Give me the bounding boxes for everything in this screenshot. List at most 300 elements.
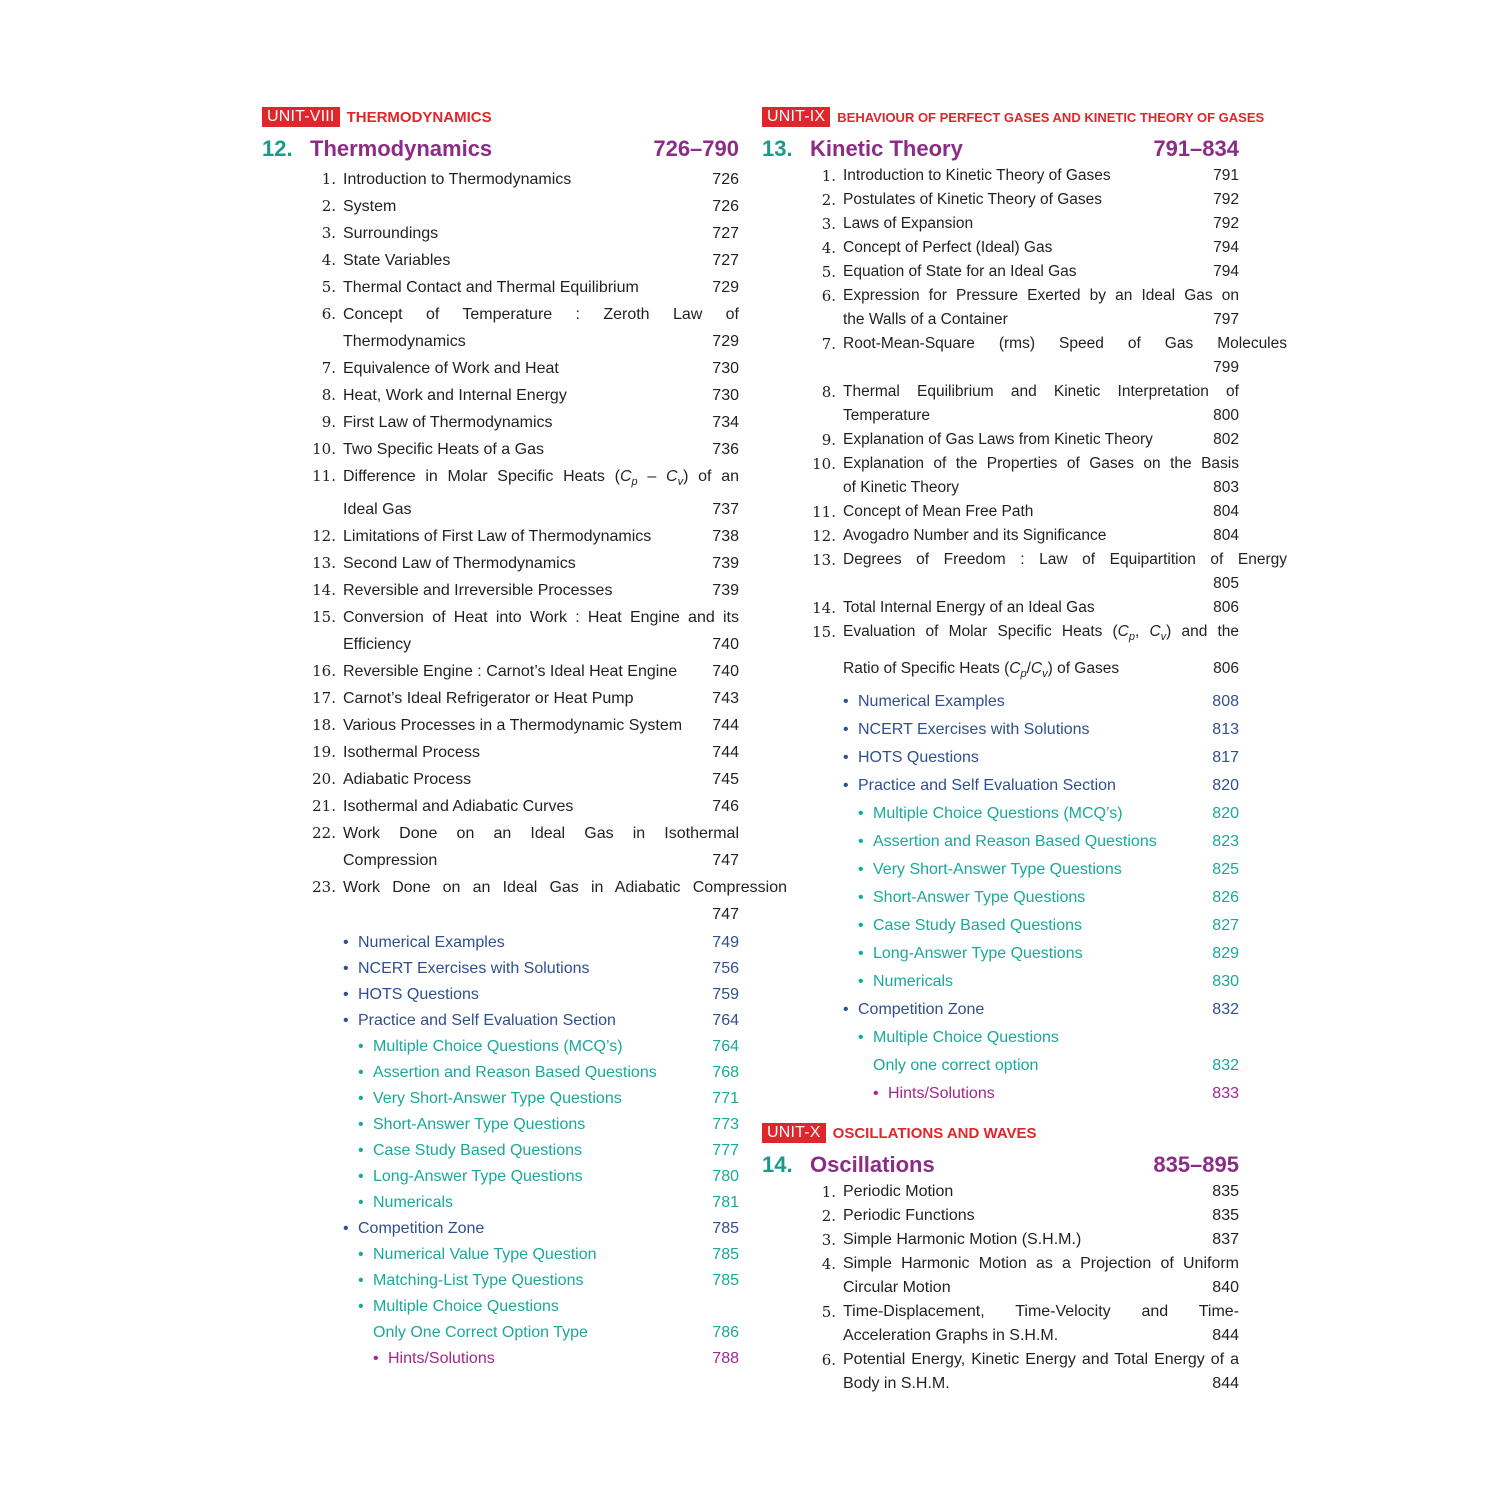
toc-line bbox=[843, 1228, 1239, 1252]
extra-page: 832 bbox=[1212, 1001, 1239, 1019]
toc-page: 730 bbox=[712, 387, 739, 404]
toc-text bbox=[343, 496, 691, 523]
toc-text: Periodic Motion bbox=[843, 1183, 954, 1201]
extra-item[interactable] bbox=[762, 968, 1239, 996]
toc-page: 792 bbox=[1213, 191, 1239, 208]
toc-page: 835 bbox=[1212, 1183, 1239, 1201]
toc-number: 18. bbox=[312, 716, 336, 735]
toc-entry bbox=[343, 658, 739, 685]
toc-item[interactable] bbox=[762, 452, 1239, 500]
extra-page: 817 bbox=[1212, 749, 1239, 767]
bullet-icon: • bbox=[858, 945, 864, 963]
toc-entry bbox=[343, 739, 739, 766]
extra-page: 764 bbox=[712, 1012, 739, 1030]
toc-entry bbox=[843, 1180, 1239, 1204]
bullet-icon: • bbox=[858, 889, 864, 907]
toc-page: 794 bbox=[1213, 239, 1239, 256]
unit-header bbox=[762, 1122, 1239, 1144]
toc-entry bbox=[843, 500, 1239, 524]
toc-text-part: ) and the bbox=[1166, 623, 1239, 640]
bullet-icon: • bbox=[343, 1220, 349, 1238]
extra-item[interactable] bbox=[262, 1008, 739, 1034]
chapter-number: 14. bbox=[762, 1152, 793, 1178]
toc-text: State Variables bbox=[343, 252, 451, 269]
toc-entry bbox=[843, 332, 1287, 380]
toc-text bbox=[843, 572, 1191, 596]
toc-page: 746 bbox=[712, 798, 739, 816]
toc-line bbox=[343, 436, 739, 463]
symbol-cp: C bbox=[1009, 660, 1021, 678]
toc-item[interactable] bbox=[762, 1348, 1239, 1396]
toc-line bbox=[843, 1324, 1239, 1348]
extra-page: 808 bbox=[1212, 693, 1239, 711]
toc-item[interactable] bbox=[762, 260, 1239, 284]
extra-item[interactable] bbox=[762, 772, 1239, 800]
toc-text: Introduction to Thermodynamics bbox=[343, 171, 572, 188]
toc-item[interactable] bbox=[762, 596, 1239, 620]
toc-page: 837 bbox=[1212, 1231, 1239, 1249]
toc-text: the Walls of a Container bbox=[843, 311, 1008, 328]
toc-line bbox=[843, 308, 1239, 332]
extra-item[interactable] bbox=[262, 1060, 739, 1086]
extra-page: 820 bbox=[1212, 777, 1239, 795]
toc-item[interactable] bbox=[262, 193, 739, 220]
toc-line bbox=[343, 247, 739, 274]
extra-item[interactable] bbox=[262, 1294, 739, 1346]
toc-number: 6. bbox=[821, 287, 836, 305]
toc-text-part: Evaluation of Molar Specific Heats ( bbox=[843, 623, 1118, 640]
extra-text: Hints/Solutions bbox=[388, 1350, 495, 1368]
chapter-pages: 835–895 bbox=[1153, 1152, 1239, 1178]
extra-page: 788 bbox=[712, 1350, 739, 1368]
toc-text: Thermodynamics bbox=[343, 333, 466, 350]
toc-item[interactable] bbox=[262, 382, 739, 409]
toc-item[interactable] bbox=[262, 685, 739, 712]
toc-entry bbox=[343, 193, 739, 220]
toc-entry bbox=[843, 1252, 1239, 1300]
extra-item[interactable] bbox=[762, 1080, 1239, 1108]
toc-item[interactable] bbox=[762, 1252, 1239, 1300]
toc-item[interactable] bbox=[762, 164, 1239, 188]
toc-item[interactable] bbox=[262, 820, 739, 874]
toc-entry bbox=[343, 874, 787, 928]
toc-line bbox=[343, 274, 739, 301]
chapter-heading[interactable] bbox=[762, 136, 1239, 164]
toc-text: Circular Motion bbox=[843, 1279, 951, 1297]
toc-number: 22. bbox=[312, 824, 336, 843]
toc-number: 8. bbox=[321, 386, 336, 404]
bullet-icon: • bbox=[358, 1090, 364, 1108]
toc-line bbox=[843, 524, 1239, 548]
extra-page: 786 bbox=[712, 1324, 739, 1342]
subscript-p: p bbox=[1128, 631, 1135, 644]
toc-entry bbox=[843, 1228, 1239, 1252]
unit-badge: UNIT-X bbox=[762, 1123, 826, 1143]
toc-text: Reversible Engine : Carnot’s Ideal Heat Engine bbox=[343, 663, 678, 681]
toc-page: 747 bbox=[712, 852, 739, 870]
extra-text-line: Multiple Choice Questions bbox=[373, 1298, 559, 1316]
toc-entry bbox=[843, 1204, 1239, 1228]
toc-page: 792 bbox=[1213, 215, 1239, 232]
toc-entry bbox=[343, 463, 739, 523]
toc-entry bbox=[343, 301, 739, 355]
toc-text-part: ) of Gases bbox=[1047, 660, 1120, 678]
bullet-icon: • bbox=[358, 1064, 364, 1082]
toc-entry bbox=[843, 548, 1287, 596]
extra-item[interactable] bbox=[262, 1112, 739, 1138]
toc-number: 5. bbox=[321, 278, 336, 296]
extra-item[interactable] bbox=[262, 1034, 739, 1060]
toc-text: Carnot’s Ideal Refrigerator or Heat Pump bbox=[343, 690, 634, 708]
toc-number: 19. bbox=[312, 743, 336, 762]
toc-item[interactable] bbox=[762, 380, 1239, 428]
toc-page: 806 bbox=[1213, 660, 1239, 678]
toc-entry bbox=[343, 355, 739, 382]
toc-item[interactable] bbox=[262, 274, 739, 301]
extra-item[interactable] bbox=[262, 956, 739, 982]
toc-item[interactable] bbox=[262, 301, 739, 355]
toc-entry bbox=[343, 220, 739, 247]
toc-item[interactable] bbox=[262, 658, 739, 685]
extra-item[interactable] bbox=[762, 856, 1239, 884]
toc-item[interactable] bbox=[762, 1180, 1239, 1204]
unit-title: BEHAVIOUR OF PERFECT GASES AND KINETIC THEORY OF GASES bbox=[837, 109, 1265, 125]
toc-text: Concept of Perfect (Ideal) Gas bbox=[843, 239, 1053, 256]
toc-item[interactable] bbox=[762, 1300, 1239, 1348]
toc-page: 744 bbox=[712, 717, 739, 735]
toc-text: Work Done on an Ideal Gas in Adiabatic Compression bbox=[343, 879, 787, 897]
toc-number: 14. bbox=[812, 599, 836, 617]
toc-text: System bbox=[343, 198, 397, 215]
toc-item[interactable] bbox=[762, 1204, 1239, 1228]
formula-slash: / bbox=[1026, 660, 1031, 678]
toc-number: 13. bbox=[812, 551, 836, 569]
toc-text: Heat, Work and Internal Energy bbox=[343, 387, 567, 404]
extra-page: 749 bbox=[712, 934, 739, 952]
toc-line bbox=[343, 355, 739, 382]
formula-comma: , bbox=[1135, 623, 1150, 640]
subscript-v: v bbox=[1160, 631, 1167, 644]
bullet-icon: • bbox=[843, 749, 849, 767]
bullet-icon: • bbox=[343, 986, 349, 1004]
toc-text: Limitations of First Law of Thermodynamics bbox=[343, 528, 652, 546]
toc-number: 2. bbox=[821, 1207, 836, 1226]
toc-item[interactable] bbox=[262, 247, 739, 274]
toc-line bbox=[843, 1180, 1239, 1204]
toc-line bbox=[343, 901, 739, 928]
extra-text: Very Short-Answer Type Questions bbox=[373, 1090, 622, 1108]
formula-minus: – bbox=[637, 468, 666, 485]
extra-text: Multiple Choice Questions (MCQ’s) bbox=[373, 1038, 623, 1056]
extra-item[interactable] bbox=[762, 800, 1239, 828]
extra-page: 826 bbox=[1212, 889, 1239, 907]
toc-number: 14. bbox=[312, 581, 336, 600]
extra-page: 781 bbox=[712, 1194, 739, 1212]
toc-entry bbox=[843, 380, 1239, 428]
toc-text: Laws of Expansion bbox=[843, 215, 974, 232]
extra-item[interactable] bbox=[762, 688, 1239, 716]
toc-entry bbox=[343, 436, 739, 463]
toc-text: Explanation of the Properties of Gases on the Basis bbox=[843, 455, 1239, 472]
extra-text: Competition Zone bbox=[858, 1001, 985, 1019]
topic-list bbox=[762, 164, 1287, 686]
toc-item[interactable] bbox=[262, 550, 739, 577]
extra-item[interactable] bbox=[762, 884, 1239, 912]
toc-line bbox=[343, 166, 739, 193]
toc-page: 739 bbox=[712, 555, 739, 573]
toc-text: Various Processes in a Thermodynamic System bbox=[343, 717, 683, 735]
toc-text bbox=[843, 620, 1239, 649]
toc-item[interactable] bbox=[262, 409, 739, 436]
bullet-icon: • bbox=[358, 1116, 364, 1134]
toc-page: 744 bbox=[712, 744, 739, 762]
toc-item[interactable] bbox=[262, 577, 739, 604]
toc-text bbox=[343, 901, 691, 928]
toc-page: 805 bbox=[1213, 575, 1239, 592]
extra-page: 830 bbox=[1212, 973, 1239, 991]
toc-item[interactable] bbox=[762, 212, 1239, 236]
toc-text: Introduction to Kinetic Theory of Gases bbox=[843, 167, 1111, 184]
chapter-title: Thermodynamics bbox=[310, 136, 493, 161]
toc-entry bbox=[843, 188, 1239, 212]
toc-page: 727 bbox=[712, 252, 739, 269]
extra-item[interactable] bbox=[262, 1242, 739, 1268]
symbol-cv: C bbox=[1030, 660, 1043, 678]
bullet-icon: • bbox=[343, 1012, 349, 1030]
toc-page: 743 bbox=[712, 690, 739, 708]
toc-line bbox=[343, 220, 739, 247]
extra-item[interactable] bbox=[762, 716, 1239, 744]
toc-entry bbox=[343, 793, 739, 820]
toc-item[interactable] bbox=[762, 332, 1287, 380]
toc-item[interactable] bbox=[262, 436, 739, 463]
extra-page: 820 bbox=[1212, 805, 1239, 823]
extra-item[interactable] bbox=[262, 1216, 739, 1242]
toc-line bbox=[343, 523, 739, 550]
toc-page: 729 bbox=[712, 279, 739, 296]
toc-entry bbox=[843, 620, 1239, 686]
bullet-icon: • bbox=[343, 934, 349, 952]
right-column bbox=[762, 106, 1287, 1396]
toc-text: Equation of State for an Ideal Gas bbox=[843, 263, 1077, 280]
extra-item[interactable] bbox=[262, 1268, 739, 1294]
toc-page: 804 bbox=[1213, 503, 1239, 520]
bullet-icon: • bbox=[858, 861, 864, 879]
toc-item[interactable] bbox=[262, 793, 739, 820]
toc-item[interactable] bbox=[762, 428, 1239, 452]
toc-line bbox=[343, 766, 739, 793]
toc-line bbox=[843, 164, 1239, 188]
toc-number: 2. bbox=[821, 191, 836, 209]
extra-page: 777 bbox=[712, 1142, 739, 1160]
extra-text: Practice and Self Evaluation Section bbox=[858, 777, 1116, 795]
extra-text: Case Study Based Questions bbox=[873, 917, 1083, 935]
toc-line bbox=[343, 550, 739, 577]
toc-text: Simple Harmonic Motion (S.H.M.) bbox=[843, 1231, 1082, 1249]
extra-item[interactable] bbox=[262, 1164, 739, 1190]
toc-line bbox=[843, 500, 1239, 524]
extras-list bbox=[262, 930, 739, 1372]
chapter-heading[interactable] bbox=[262, 136, 739, 164]
extra-page: 823 bbox=[1212, 833, 1239, 851]
extra-page: 780 bbox=[712, 1168, 739, 1186]
extra-text: Competition Zone bbox=[358, 1220, 485, 1238]
toc-item[interactable] bbox=[762, 548, 1287, 596]
toc-text: Explanation of Gas Laws from Kinetic Theory bbox=[843, 431, 1153, 448]
extra-item[interactable] bbox=[762, 1024, 1239, 1080]
toc-page: 797 bbox=[1213, 311, 1239, 328]
toc-entry bbox=[843, 452, 1239, 500]
extra-item[interactable] bbox=[262, 1138, 739, 1164]
toc-number: 7. bbox=[821, 335, 836, 353]
extra-item[interactable] bbox=[762, 828, 1239, 856]
extra-item[interactable] bbox=[762, 996, 1239, 1024]
toc-number: 3. bbox=[821, 1231, 836, 1250]
toc-text: Conversion of Heat into Work : Heat Engine and its bbox=[343, 609, 739, 627]
toc-page: 844 bbox=[1212, 1375, 1239, 1393]
toc-line bbox=[843, 1204, 1239, 1228]
toc-number: 17. bbox=[312, 689, 336, 708]
toc-number: 7. bbox=[321, 359, 336, 377]
bullet-icon: • bbox=[858, 833, 864, 851]
toc-number: 6. bbox=[321, 305, 336, 323]
toc-item[interactable] bbox=[262, 604, 739, 658]
toc-line bbox=[843, 1372, 1239, 1396]
toc-number: 4. bbox=[821, 1255, 836, 1274]
extra-item[interactable] bbox=[262, 982, 739, 1008]
extra-item[interactable] bbox=[762, 744, 1239, 772]
bullet-icon: • bbox=[358, 1272, 364, 1290]
unit-title: THERMODYNAMICS bbox=[346, 108, 492, 126]
toc-entry bbox=[343, 274, 739, 301]
toc-text-part: Ideal Gas bbox=[343, 501, 412, 519]
unit-header bbox=[262, 106, 739, 128]
toc-number: 21. bbox=[312, 797, 336, 816]
chapter-pages: 791–834 bbox=[1153, 136, 1239, 161]
extra-text: Long-Answer Type Questions bbox=[873, 945, 1083, 963]
toc-entry bbox=[843, 212, 1239, 236]
subscript-p: p bbox=[631, 476, 638, 489]
toc-line bbox=[843, 1276, 1239, 1300]
toc-page: 737 bbox=[712, 501, 739, 519]
symbol-cv: C bbox=[666, 468, 678, 485]
toc-entry bbox=[343, 550, 739, 577]
toc-item[interactable] bbox=[262, 712, 739, 739]
toc-page: 804 bbox=[1213, 527, 1239, 544]
toc-item[interactable] bbox=[262, 355, 739, 382]
bullet-icon: • bbox=[843, 1001, 849, 1019]
topic-list bbox=[762, 1180, 1239, 1396]
toc-item[interactable] bbox=[262, 523, 739, 550]
extra-item[interactable] bbox=[762, 912, 1239, 940]
toc-item[interactable] bbox=[262, 874, 787, 928]
extra-page: 829 bbox=[1212, 945, 1239, 963]
toc-item[interactable] bbox=[762, 620, 1239, 686]
toc-item[interactable] bbox=[762, 1228, 1239, 1252]
toc-item[interactable] bbox=[762, 524, 1239, 548]
toc-text: Acceleration Graphs in S.H.M. bbox=[843, 1327, 1059, 1345]
toc-page: 738 bbox=[712, 528, 739, 546]
extra-item[interactable] bbox=[262, 930, 739, 956]
toc-item[interactable] bbox=[762, 236, 1239, 260]
toc-item[interactable] bbox=[762, 188, 1239, 212]
extra-text-line: Only one correct option bbox=[873, 1057, 1039, 1075]
toc-page: 791 bbox=[1213, 167, 1239, 184]
toc-item[interactable] bbox=[762, 284, 1239, 332]
toc-number: 23. bbox=[312, 878, 336, 897]
toc-page: 740 bbox=[712, 663, 739, 681]
bullet-icon: • bbox=[358, 1142, 364, 1160]
extra-item[interactable] bbox=[262, 1190, 739, 1216]
toc-page: 729 bbox=[712, 333, 739, 350]
toc-page: 740 bbox=[712, 636, 739, 654]
toc-text-part: Difference in Molar Specific Heats ( bbox=[343, 468, 620, 485]
toc-item[interactable] bbox=[762, 500, 1239, 524]
toc-entry bbox=[843, 236, 1239, 260]
extra-item[interactable] bbox=[262, 1086, 739, 1112]
toc-text: Postulates of Kinetic Theory of Gases bbox=[843, 191, 1103, 208]
toc-item[interactable] bbox=[262, 166, 739, 193]
toc-number: 3. bbox=[321, 224, 336, 242]
toc-entry bbox=[343, 766, 739, 793]
toc-page: 726 bbox=[712, 171, 739, 188]
toc-line bbox=[843, 572, 1239, 596]
extra-page: 756 bbox=[712, 960, 739, 978]
toc-number: 11. bbox=[812, 503, 836, 521]
toc-text: Periodic Functions bbox=[843, 1207, 975, 1225]
extra-page: 785 bbox=[712, 1220, 739, 1238]
toc-entry bbox=[343, 409, 739, 436]
toc-item[interactable] bbox=[262, 463, 739, 523]
extra-page: 833 bbox=[1212, 1085, 1239, 1103]
toc-line bbox=[343, 712, 739, 739]
toc-line bbox=[343, 847, 739, 874]
toc-number: 13. bbox=[312, 554, 336, 573]
toc-page: 799 bbox=[1213, 359, 1239, 376]
extra-page: 773 bbox=[712, 1116, 739, 1134]
toc-item[interactable] bbox=[262, 766, 739, 793]
toc-line bbox=[343, 793, 739, 820]
toc-item[interactable] bbox=[262, 739, 739, 766]
toc-number: 10. bbox=[312, 440, 336, 458]
extra-item[interactable] bbox=[262, 1346, 739, 1372]
extra-page: 785 bbox=[712, 1246, 739, 1264]
extra-text: HOTS Questions bbox=[358, 986, 479, 1004]
toc-text: Surroundings bbox=[343, 225, 439, 242]
bullet-icon: • bbox=[858, 973, 864, 991]
toc-page: 806 bbox=[1213, 599, 1239, 616]
toc-entry bbox=[843, 260, 1239, 284]
chapter-heading[interactable] bbox=[762, 1152, 1239, 1180]
toc-text-part: Ratio of Specific Heats ( bbox=[843, 660, 1010, 678]
bullet-icon: • bbox=[858, 805, 864, 823]
toc-item[interactable] bbox=[262, 220, 739, 247]
bullet-icon: • bbox=[358, 1168, 364, 1186]
toc-entry bbox=[843, 164, 1239, 188]
toc-number: 15. bbox=[812, 623, 836, 641]
toc-text: Second Law of Thermodynamics bbox=[343, 555, 576, 573]
toc-number: 10. bbox=[812, 455, 836, 473]
extra-item[interactable] bbox=[762, 940, 1239, 968]
extra-text: Very Short-Answer Type Questions bbox=[873, 861, 1122, 879]
toc-line bbox=[343, 409, 739, 436]
extra-text: Short-Answer Type Questions bbox=[873, 889, 1086, 907]
toc-page: 802 bbox=[1213, 431, 1239, 448]
toc-number: 2. bbox=[321, 197, 336, 215]
toc-line bbox=[843, 657, 1239, 686]
extra-page: 768 bbox=[712, 1064, 739, 1082]
toc-page: 840 bbox=[1212, 1279, 1239, 1297]
